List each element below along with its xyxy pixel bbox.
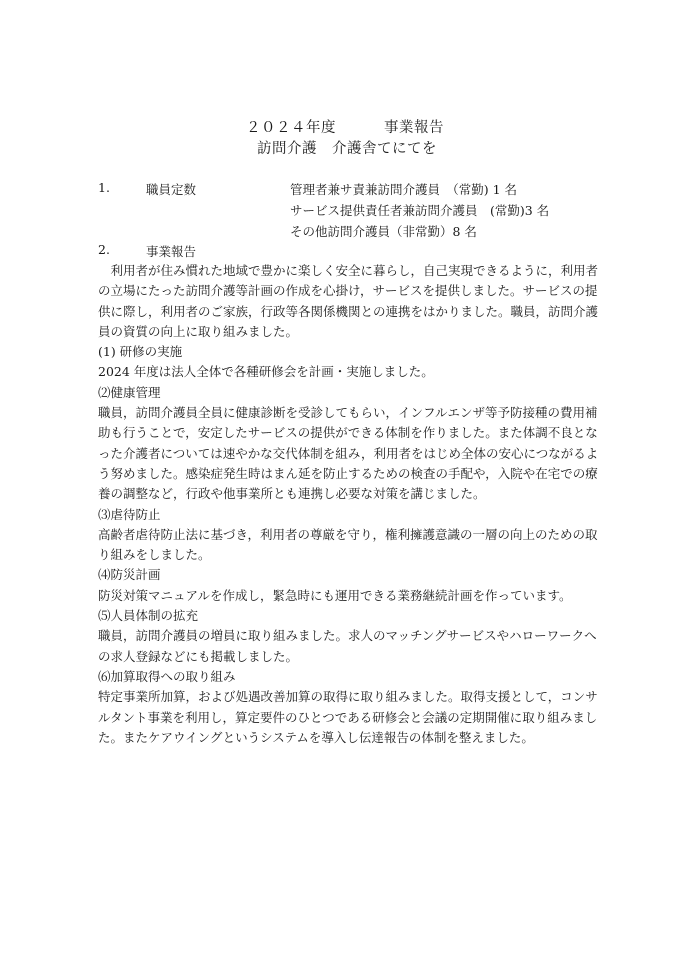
subsection-line: 養の調整など，行政や他事業所とも連携し必要な対策を講じました。 xyxy=(98,486,486,502)
subsection-line: た。またケアウイングというシステムを導入し伝達報告の体制を整えました。 xyxy=(98,729,534,745)
report-title: 事業報告 xyxy=(384,120,444,136)
subsection-line: う努めました。感染症発生時はまん延を防止するための検査の手配や，入院や在宅での療 xyxy=(98,465,598,481)
staff-line: 管理者兼サ責兼訪問介護員 （常勤) 1 名 xyxy=(290,182,518,197)
intro-line: 員の資質の向上に取り組みました。 xyxy=(98,323,299,339)
intro-line: の立場にたった訪問介護等計画の作成を心掛け，サービスを提供しました。サービスの提 xyxy=(98,283,598,299)
subsection-line: 防災対策マニュアルを作成し，緊急時にも運用できる業務継続計画を作っています。 xyxy=(98,587,572,603)
subsection-heading: ⑵健康管理 xyxy=(98,384,161,400)
section2-heading: 事業報告 xyxy=(146,244,197,259)
section2-body xyxy=(98,261,598,748)
subsection-heading: ⑹加算取得への取り組み xyxy=(98,668,236,684)
section1-heading: 職員定数 xyxy=(146,182,197,197)
subsection-line: の求人登録などにも掲載しました。 xyxy=(98,648,299,664)
subsection-line: 特定事業所加算，および処遇改善加算の取得に取り組みました。取得支援として，コンサ xyxy=(98,689,598,705)
subsection-line: 助も行うことで，安定したサービスの提供ができる体制を作りました。また体調不良とな xyxy=(98,425,598,441)
subsection-line: 高齢者虐待防止法に基づき，利用者の尊厳を守り，権利擁護意識の一層の向上のための取 xyxy=(98,526,598,542)
subsection-line: 職員，訪問介護員の増員に取り組みました。求人のマッチングサービスやハローワークへ xyxy=(98,628,597,644)
section1-number: 1. xyxy=(98,180,110,195)
subsection-line: った介護者については速やかな交代体制を組み，利用者をはじめ全体の安心につながるよ xyxy=(98,445,599,461)
subsection-line: 2024 年度は法人全体で各種研修会を計画・実施しました。 xyxy=(98,364,434,380)
intro-line: 供に際し，利用者のご家族，行政等各関係機関との連携をはかりました。職員，訪問介護 xyxy=(98,303,599,319)
subsection-heading: ⑷防災計画 xyxy=(98,567,161,583)
staff-line: その他訪問介護員（非常勤）8 名 xyxy=(290,224,477,239)
intro-line: 利用者が住み慣れた地域で豊かに楽しく安全に暮らし，自己実現できるように，利用者 xyxy=(98,263,599,278)
subsection-heading: ⑶虐待防止 xyxy=(98,506,161,522)
subsection-line: ルタント事業を利用し，算定要件のひとつである研修会と会議の定期開催に取り組みまし xyxy=(98,709,598,725)
report-year: ２０２４年度 xyxy=(246,120,336,136)
subsection-line: り組みをしました。 xyxy=(98,547,211,563)
subsection-heading: ⑸人員体制の拡充 xyxy=(98,608,199,624)
staff-line: サービス提供責任者兼訪問介護員 (常勤)3 名 xyxy=(290,203,550,218)
subsection-heading: (1) 研修の実施 xyxy=(98,344,183,360)
section2-number: 2. xyxy=(98,242,110,257)
office-name: 訪問介護 介護舎てにてを xyxy=(257,141,437,157)
subsection-line: 職員，訪問介護員全員に健康診断を受診してもらい，インフルエンザ等予防接種の費用補 xyxy=(98,405,598,421)
